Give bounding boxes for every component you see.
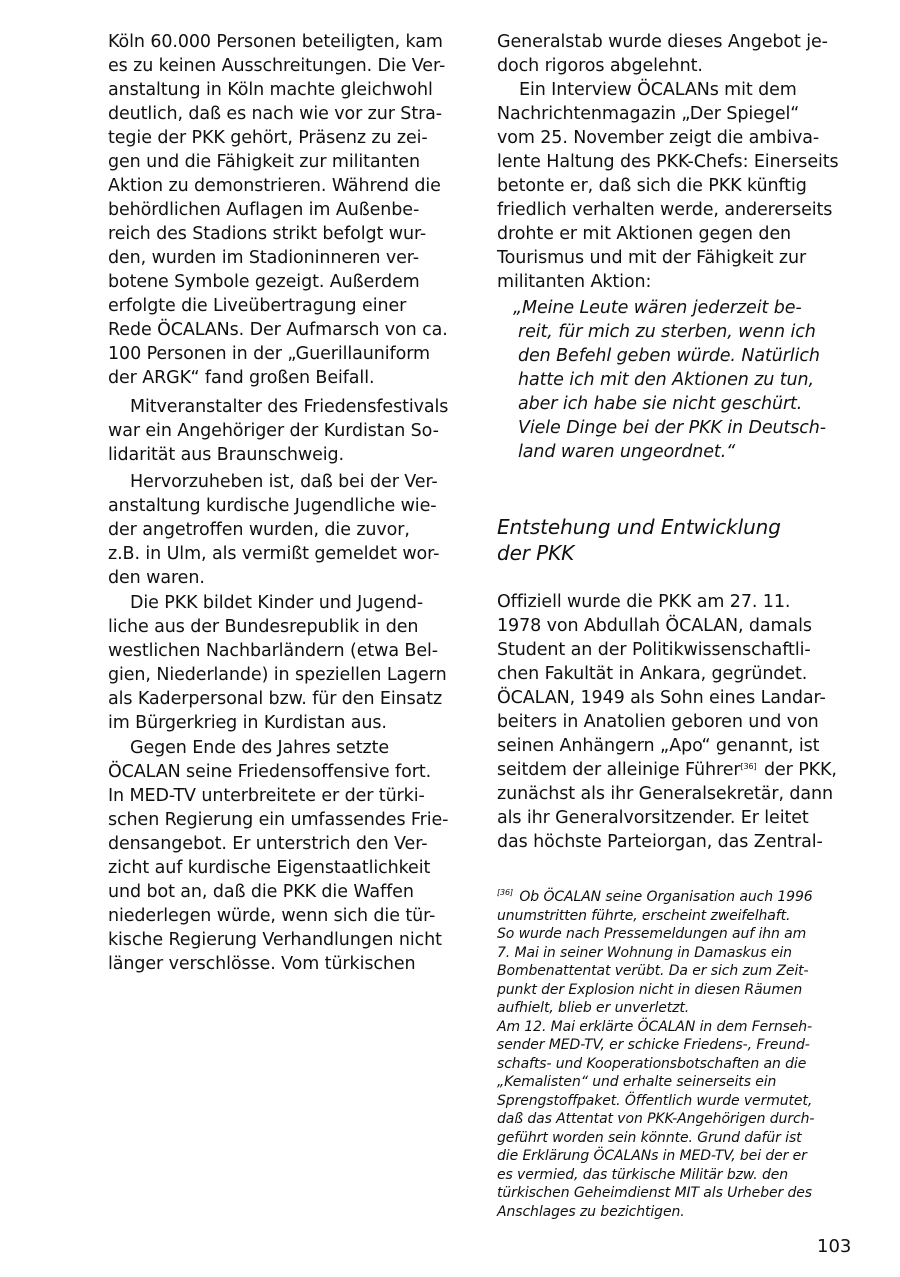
text-line: Hervorzuheben ist, daß bei der Ver-: [130, 472, 438, 492]
text-line: deutlich, daß es nach wie vor zur Stra-: [108, 104, 443, 124]
footnote-line: die Erklärung ÖCALANs in MED-TV, bei der er: [497, 1148, 807, 1164]
text-line: anstaltung kurdische Jugendliche wie-: [108, 496, 437, 516]
text-line: im Bürgerkrieg in Kurdistan aus.: [108, 713, 387, 733]
text-line: liche aus der Bundesrepublik in den: [108, 617, 419, 637]
footnote-line: geführt worden sein könnte. Grund dafür ist: [497, 1129, 802, 1146]
text-line: ÖCALAN, 1949 als Sohn eines Landar-: [497, 688, 826, 708]
text-line: lente Haltung des PKK-Chefs: Einerseits: [497, 152, 839, 172]
footnote-line: Bombenattentat verübt. Da er sich zum Zeit-: [497, 963, 809, 979]
footnote-line: [497, 888, 813, 907]
text-fragment: seitdem der alleinige Führer: [497, 760, 741, 780]
text-line: [497, 758, 837, 782]
text-line: drohte er mit Aktionen gegen den: [497, 224, 791, 244]
text-line: vom 25. November zeigt die ambiva-: [497, 128, 820, 148]
footnote-line: punkt der Explosion nicht in diesen Räumen: [497, 981, 803, 998]
text-line: Student an der Politikwissenschaftli-: [497, 640, 811, 660]
text-line: der ARGK“ fand großen Beifall.: [108, 368, 375, 388]
quote-line: den Befehl geben würde. Natürlich: [518, 346, 820, 366]
text-line: betonte er, daß sich die PKK künftig: [497, 176, 807, 196]
text-line: niederlegen würde, wenn sich die tür-: [108, 906, 436, 926]
text-line: In MED-TV unterbreitete er der türki-: [108, 786, 425, 806]
text-line: Ein Interview ÖCALANs mit dem: [519, 80, 797, 100]
text-line: 100 Personen in der „Guerillauniform: [108, 344, 430, 364]
footnote-line: es vermied, das türkische Militär bzw. den: [497, 1166, 789, 1183]
text-line: doch rigoros abgelehnt.: [497, 56, 703, 76]
quote-line: land waren ungeordnet.“: [518, 442, 736, 462]
text-line: Mitveranstalter des Friedensfestivals: [130, 397, 449, 417]
page-number: 103: [817, 1236, 852, 1257]
text-line: den waren.: [108, 568, 205, 588]
text-line: reich des Stadions strikt befolgt wur-: [108, 224, 427, 244]
footnote-marker: [36]: [497, 888, 514, 897]
footnote-line: aufhielt, blieb er unverletzt.: [497, 1000, 690, 1016]
footnote-line: „Kemalisten“ und erhalte seinerseits ein: [497, 1074, 777, 1090]
text-fragment: der PKK,: [758, 760, 837, 780]
text-line: Offiziell wurde die PKK am 27. 11.: [497, 592, 791, 612]
text-line: es zu keinen Ausschreitungen. Die Ver-: [108, 56, 446, 76]
text-line: ÖCALAN seine Friedensoffensive fort.: [108, 762, 432, 782]
footnote-line: So wurde nach Pressemeldungen auf ihn am: [497, 926, 807, 942]
text-line: seinen Anhängern „Apo“ genannt, ist: [497, 736, 820, 756]
text-line: densangebot. Er unterstrich den Ver-: [108, 834, 428, 854]
text-line: chen Fakultät in Ankara, gegründet.: [497, 664, 808, 684]
text-line: Gegen Ende des Jahres setzte: [130, 738, 389, 758]
quote-line: reit, für mich zu sterben, wenn ich: [518, 322, 816, 342]
footnote-line: daß das Attentat von PKK-Angehörigen durch-: [497, 1111, 815, 1127]
footnote-line: Am 12. Mai erklärte ÖCALAN in dem Fernseh-: [497, 1018, 813, 1035]
quote-line: Viele Dinge bei der PKK in Deutsch-: [518, 418, 827, 438]
text-line: westlichen Nachbarländern (etwa Bel-: [108, 641, 438, 661]
text-line: als ihr Generalvorsitzender. Er leitet: [497, 808, 809, 828]
text-line: anstaltung in Köln machte gleichwohl: [108, 80, 433, 100]
heading-line: der PKK: [497, 541, 575, 565]
heading-line: Entstehung und Entwicklung: [497, 515, 781, 539]
text-line: den, wurden im Stadioninneren ver-: [108, 248, 420, 268]
footnote-line: Sprengstoffpaket. Öffentlich wurde vermutet,: [497, 1092, 813, 1109]
text-line: Rede ÖCALANs. Der Aufmarsch von ca.: [108, 320, 448, 340]
text-line: botene Symbole gezeigt. Außerdem: [108, 272, 420, 292]
footnote-text: Ob ÖCALAN seine Organisation auch 1996: [515, 889, 813, 905]
quote-line: aber ich habe sie nicht geschürt.: [518, 394, 803, 414]
text-line: friedlich verhalten werde, andererseits: [497, 200, 833, 220]
text-line: und bot an, daß die PKK die Waffen: [108, 882, 414, 902]
footnote-line: türkischen Geheimdienst MIT als Urheber des: [497, 1185, 813, 1201]
footnote-line: sender MED-TV, er schicke Friedens-, Freund-: [497, 1037, 810, 1053]
text-line: länger verschlösse. Vom türkischen: [108, 954, 416, 974]
text-line: schen Regierung ein umfassendes Frie-: [108, 810, 449, 830]
text-line: Die PKK bildet Kinder und Jugend-: [130, 593, 424, 613]
text-line: war ein Angehöriger der Kurdistan So-: [108, 421, 439, 441]
footnote-line: schafts- und Kooperationsbotschaften an die: [497, 1055, 807, 1072]
text-line: Aktion zu demonstrieren. Während die: [108, 176, 441, 196]
text-line: zicht auf kurdische Eigenstaatlichkeit: [108, 858, 431, 878]
text-line: als Kaderpersonal bzw. für den Einsatz: [108, 689, 443, 709]
text-line: gien, Niederlande) in speziellen Lagern: [108, 665, 447, 685]
footnote-line: Anschlages zu bezichtigen.: [497, 1203, 685, 1220]
text-line: Tourismus und mit der Fähigkeit zur: [497, 248, 807, 268]
text-line: erfolgte die Liveübertragung einer: [108, 296, 407, 316]
text-line: 1978 von Abdullah ÖCALAN, damals: [497, 616, 812, 636]
quote-line: „Meine Leute wären jederzeit be-: [513, 298, 802, 318]
text-line: gen und die Fähigkeit zur militanten: [108, 152, 420, 172]
footnote-line: unumstritten führte, erscheint zweifelhaft.: [497, 907, 791, 924]
text-line: tegie der PKK gehört, Präsenz zu zei-: [108, 128, 428, 148]
text-line: beiters in Anatolien geboren und von: [497, 712, 819, 732]
footnote-reference[interactable]: [36]: [740, 762, 757, 771]
text-line: zunächst als ihr Generalsekretär, dann: [497, 784, 834, 804]
text-line: der angetroffen wurden, die zuvor,: [108, 520, 410, 540]
text-line: Generalstab wurde dieses Angebot je-: [497, 32, 828, 52]
text-line: militanten Aktion:: [497, 272, 652, 292]
text-line: behördlichen Auflagen im Außenbe-: [108, 200, 420, 220]
text-line: Köln 60.000 Personen beteiligten, kam: [108, 32, 443, 52]
footnote-line: 7. Mai in seiner Wohnung in Damaskus ein: [497, 944, 792, 961]
text-line: kische Regierung Verhandlungen nicht: [108, 930, 442, 950]
text-line: das höchste Parteiorgan, das Zentral-: [497, 832, 823, 852]
text-line: Nachrichtenmagazin „Der Spiegel“: [497, 104, 800, 124]
quote-line: hatte ich mit den Aktionen zu tun,: [518, 370, 814, 390]
text-line: lidarität aus Braunschweig.: [108, 445, 344, 465]
text-line: z.B. in Ulm, als vermißt gemeldet wor-: [108, 544, 440, 564]
